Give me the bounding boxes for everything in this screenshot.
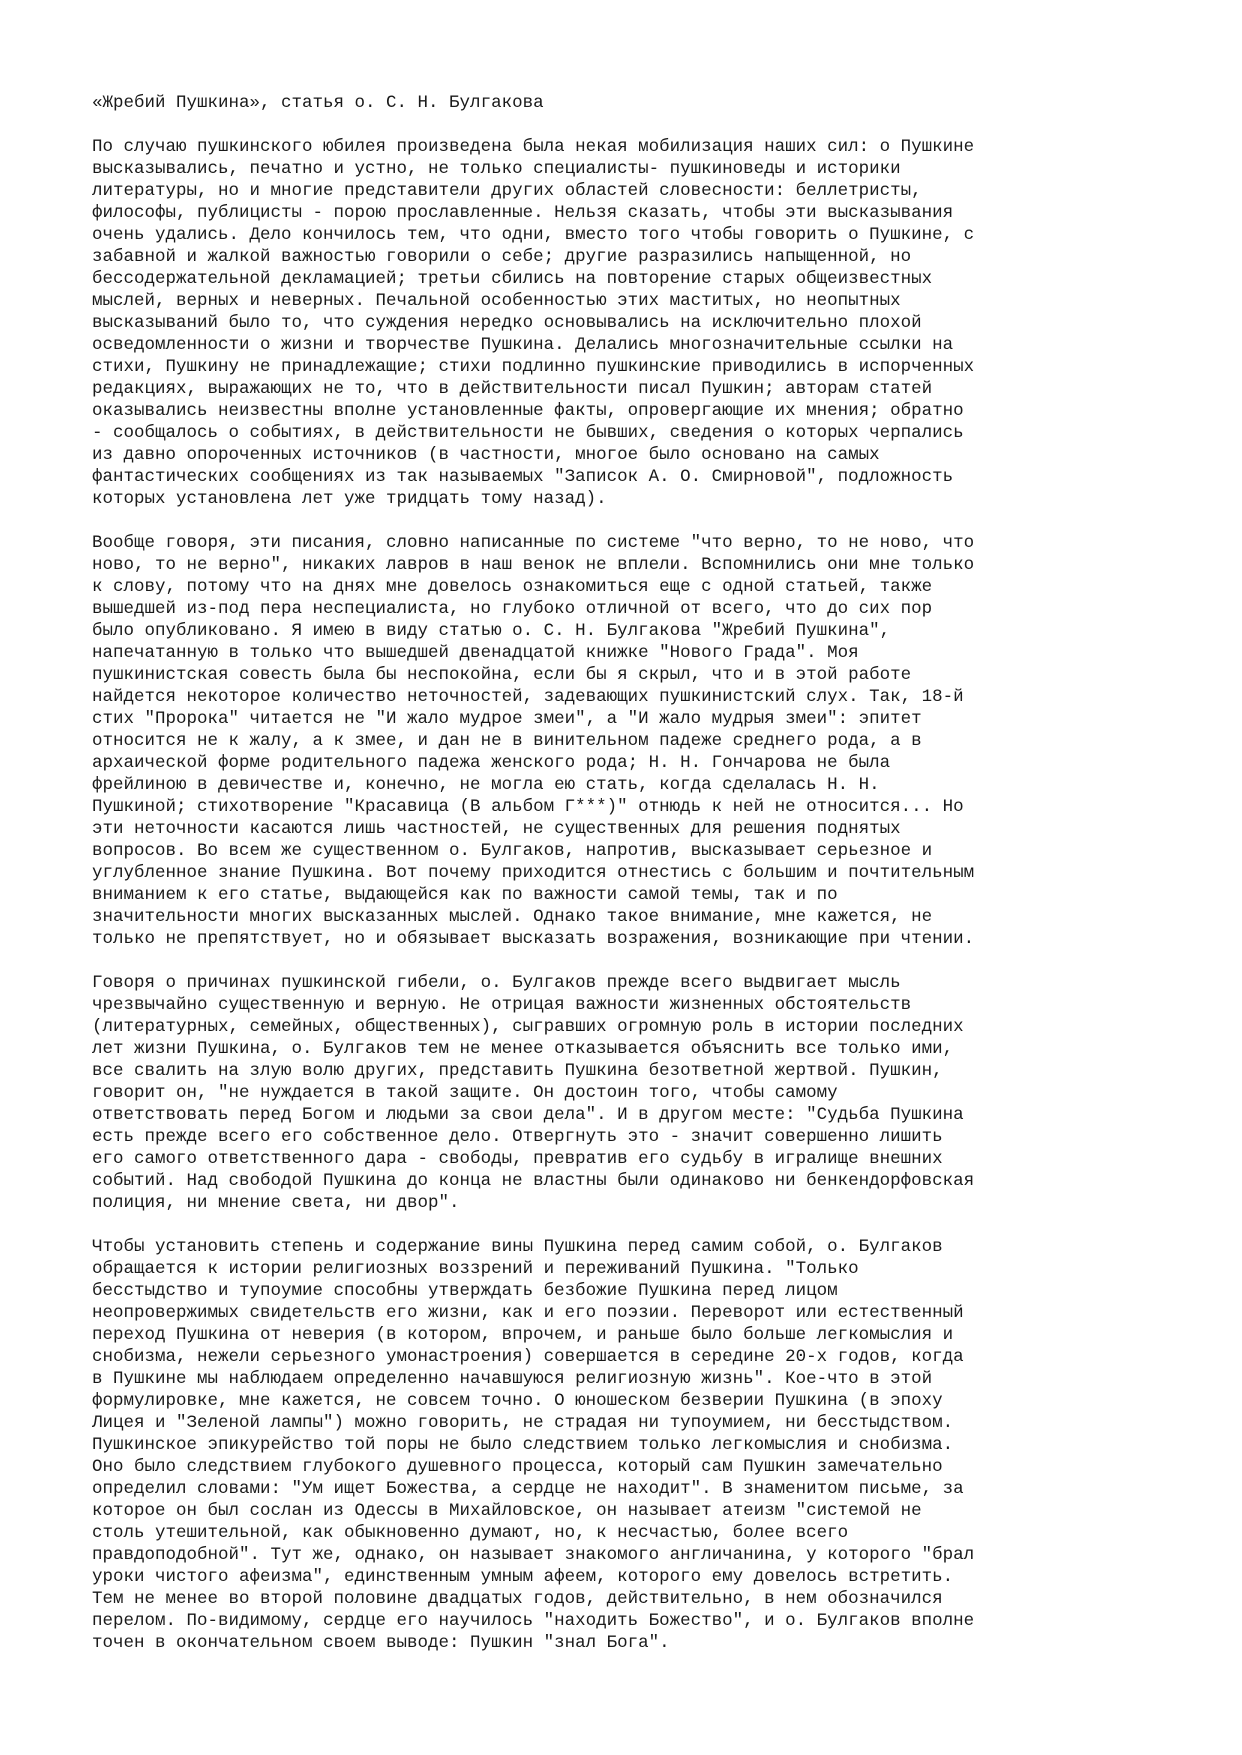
text-line: правдоподобной". Тут же, однако, он называет знакомого англичанина, у которого "брал — [92, 1545, 975, 1565]
paragraph-gap — [92, 950, 1172, 972]
text-line: столь утешительной, как обыкновенно думают, но, к несчастью, более всего — [92, 1523, 849, 1543]
text-line: переход Пушкина от неверия (в котором, впрочем, и раньше было больше легкомыслия и — [92, 1325, 954, 1345]
text-line: к слову, потому что на днях мне довелось ознакомиться еще с одной статьей, также — [92, 577, 933, 597]
text-line: перелом. По-видимому, сердце его научилось "находить Божество", и о. Булгаков вполне — [92, 1611, 975, 1631]
text-line: в Пушкине мы наблюдаем определенно начавшуюся религиозную жизнь". Кое-что в этой — [92, 1369, 933, 1389]
text-line: фантастических сообщениях из так называемых "Записок А. О. Смирновой", подложность — [92, 467, 954, 487]
text-line: значительности многих высказанных мыслей. Однако такое внимание, мне кажется, не — [92, 907, 933, 927]
text-line: (литературных, семейных, общественных), сыгравших огромную роль в истории последних — [92, 1017, 964, 1037]
text-line: лет жизни Пушкина, о. Булгаков тем не менее отказывается объяснить все только ими, — [92, 1039, 954, 1059]
text-line: Пушкинское эпикурейство той поры не было следствием только легкомыслия и снобизма. — [92, 1435, 954, 1455]
paragraph — [92, 532, 1172, 950]
text-line: высказываний было то, что суждения нередко основывались на исключительно плохой — [92, 313, 922, 333]
text-line: найдется некоторое количество неточностей, задевающих пушкинистский слух. Так, 18-й — [92, 687, 964, 707]
text-line: ново, то не верно", никаких лавров в наш венок не вплели. Вспомнились они мне только — [92, 555, 975, 575]
text-line: пушкинистская совесть была бы неспокойна, если бы я скрыл, что и в этой работе — [92, 665, 912, 685]
text-line: Вообще говоря, эти писания, словно написанные по системе "что верно, то не ново, что — [92, 533, 975, 553]
text-line: напечатанную в только что вышедшей двенадцатой книжке "Нового Града". Моя — [92, 643, 859, 663]
text-line: мыслей, верных и неверных. Печальной особенностью этих маститых, но неопытных — [92, 291, 901, 311]
text-line: формулировке, мне кажется, не совсем точно. О юношеском безверии Пушкина (в эпоху — [92, 1391, 943, 1411]
document-body — [92, 114, 1172, 1654]
paragraph-gap — [92, 510, 1172, 532]
document-page — [92, 92, 1172, 1654]
paragraph — [92, 1236, 1172, 1654]
text-line: чрезвычайно существенную и верную. Не отрицая важности жизненных обстоятельств — [92, 995, 912, 1015]
text-line: - сообщалось о событиях, в действительности не бывших, сведения о которых черпались — [92, 423, 964, 443]
text-line: относится не к жалу, а к змее, и дан не в винительном падеже среднего рода, а в — [92, 731, 922, 751]
text-line: архаической форме родительного падежа женского рода; Н. Н. Гончарова не была — [92, 753, 891, 773]
text-line: вопросов. Во всем же существенном о. Булгаков, напротив, высказывает серьезное и — [92, 841, 933, 861]
text-line: высказывались, печатно и устно, не только специалисты- пушкиноведы и историки — [92, 159, 901, 179]
text-line: снобизма, нежели серьезного умонастроения) совершается в середине 20-х годов, когда — [92, 1347, 964, 1367]
text-line: стихи, Пушкину не принадлежащие; стихи подлинно пушкинские приводились в испорченных — [92, 357, 975, 377]
text-line: бессодержательной декламацией; третьи сбились на повторение старых общеизвестных — [92, 269, 933, 289]
paragraph — [92, 972, 1172, 1214]
text-line: осведомленности о жизни и творчестве Пушкина. Делались многозначительные ссылки на — [92, 335, 954, 355]
text-line: говорит он, "не нуждается в такой защите. Он достоин того, чтобы самому — [92, 1083, 838, 1103]
text-line: забавной и жалкой важностью говорили о себе; другие разразились напыщенной, но — [92, 247, 912, 267]
text-line: эти неточности касаются лишь частностей, не существенных для решения поднятых — [92, 819, 901, 839]
text-line: стих "Пророка" читается не "И жало мудрое змеи", а "И жало мудрыя змеи": эпитет — [92, 709, 922, 729]
document-title: «Жребий Пушкина», статья о. С. Н. Булгакова — [92, 93, 544, 113]
text-line: Говоря о причинах пушкинской гибели, о. Булгаков прежде всего выдвигает мысль — [92, 973, 901, 993]
text-line: обращается к истории религиозных воззрений и переживаний Пушкина. "Только — [92, 1259, 859, 1279]
text-line: очень удались. Дело кончилось тем, что одни, вместо того чтобы говорить о Пушкине, с — [92, 225, 975, 245]
text-line: вниманием к его статье, выдающейся как по важности самой темы, так и по — [92, 885, 838, 905]
text-line: углубленное знание Пушкина. Вот почему приходится отнестись с большим и почтительным — [92, 863, 975, 883]
text-line: редакциях, выражающих не то, что в действительности писал Пушкин; авторам статей — [92, 379, 933, 399]
text-line: его самого ответственного дара - свободы, превратив его судьбу в игралище внешних — [92, 1149, 943, 1169]
text-line: которых установлена лет уже тридцать тому назад). — [92, 489, 607, 509]
text-line: литературы, но и многие представители других областей словесности: беллетристы, — [92, 181, 922, 201]
paragraph-gap — [92, 1214, 1172, 1236]
text-line: событий. Над свободой Пушкина до конца не властны были одинаково ни бенкендорфовская — [92, 1171, 975, 1191]
text-line: Чтобы установить степень и содержание вины Пушкина перед самим собой, о. Булгаков — [92, 1237, 943, 1257]
text-line: есть прежде всего его собственное дело. Отвергнуть это - значит совершенно лишить — [92, 1127, 943, 1147]
text-line: которое он был сослан из Одессы в Михайловское, он называет атеизм "системой не — [92, 1501, 922, 1521]
text-line: было опубликовано. Я имею в виду статью о. С. Н. Булгакова "Жребий Пушкина", — [92, 621, 891, 641]
text-line: фрейлиною в девичестве и, конечно, не могла ею стать, когда сделалась Н. Н. — [92, 775, 880, 795]
text-line: философы, публицисты - порою прославленные. Нельзя сказать, чтобы эти высказывания — [92, 203, 954, 223]
text-line: уроки чистого афеизма", единственным умным афеем, которого ему довелось встретить. — [92, 1567, 954, 1587]
text-line: точен в окончательном своем выводе: Пушкин "знал Бога". — [92, 1633, 670, 1653]
text-line: бесстыдство и тупоумие способны утверждать безбожие Пушкина перед лицом — [92, 1281, 838, 1301]
text-line: все свалить на злую волю других, представить Пушкина безответной жертвой. Пушкин, — [92, 1061, 943, 1081]
text-line: определил словами: "Ум ищет Божества, а сердце не находит". В знаменитом письме, за — [92, 1479, 964, 1499]
paragraph-gap — [92, 114, 1172, 136]
text-line: Лицея и "Зеленой лампы") можно говорить, не страдая ни тупоумием, ни бесстыдством. — [92, 1413, 954, 1433]
text-line: вышедшей из-под пера неспециалиста, но глубоко отличной от всего, что до сих пор — [92, 599, 933, 619]
text-line: неопровержимых свидетельств его жизни, как и его поэзии. Переворот или естественный — [92, 1303, 964, 1323]
text-line: только не препятствует, но и обязывает высказать возражения, возникающие при чтении. — [92, 929, 975, 949]
text-line: ответствовать перед Богом и людьми за свои дела". И в другом месте: "Судьба Пушкина — [92, 1105, 964, 1125]
text-line: из давно опороченных источников (в частности, многое было основано на самых — [92, 445, 880, 465]
text-line: Тем не менее во второй половине двадцатых годов, действительно, в нем обозначился — [92, 1589, 943, 1609]
text-line: оказывались неизвестны вполне установленные факты, опровергающие их мнения; обратно — [92, 401, 964, 421]
paragraph — [92, 136, 1172, 510]
text-line: полиция, ни мнение света, ни двор". — [92, 1193, 460, 1213]
text-line: Оно было следствием глубокого душевного процесса, который сам Пушкин замечательно — [92, 1457, 943, 1477]
text-line: По случаю пушкинского юбилея произведена была некая мобилизация наших сил: о Пушкине — [92, 137, 975, 157]
text-line: Пушкиной; стихотворение "Красавица (В альбом Г***)" отнюдь к ней не относится... Но — [92, 797, 964, 817]
